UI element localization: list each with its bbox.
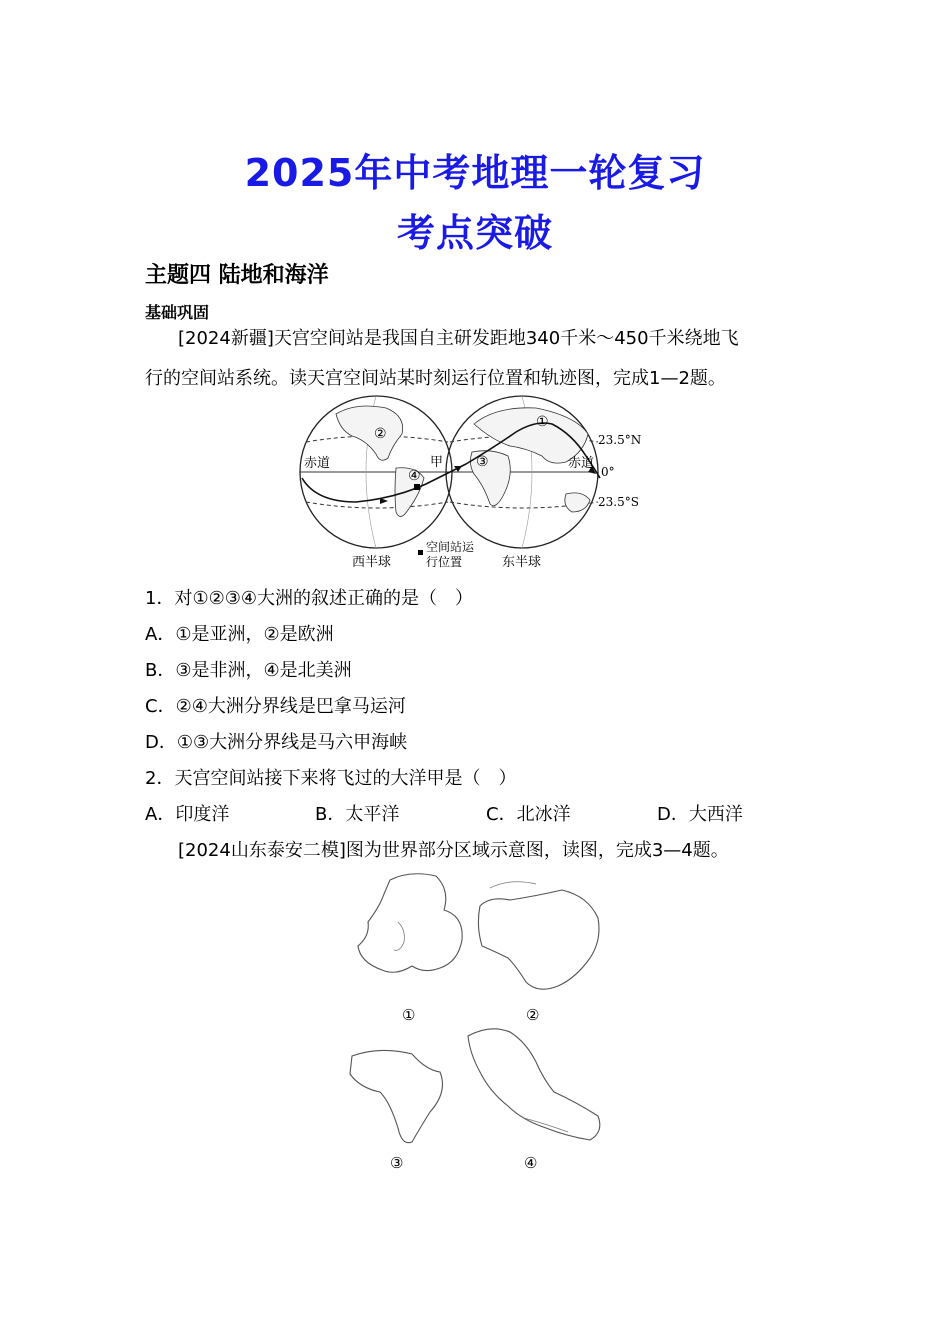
q1-option-a: A．①是亚洲，②是欧洲 xyxy=(145,624,334,645)
document-subtitle: 考点突破 xyxy=(396,211,553,255)
southeast-asia-outline xyxy=(468,1029,600,1140)
western-hemisphere-label: 西半球 xyxy=(352,555,392,570)
eastern-hemisphere-label: 东半球 xyxy=(502,555,542,570)
australia-shape xyxy=(565,493,590,512)
map2-label-1: ① xyxy=(402,1006,416,1024)
africa-outline xyxy=(350,1050,442,1142)
lat-zero-label: 0° xyxy=(601,465,615,479)
ocean-jia-label: 甲 xyxy=(430,455,444,470)
q2-option-b: B．太平洋 xyxy=(315,804,400,825)
q1-option-c: C．②④大洲分界线是巴拿马运河 xyxy=(145,696,406,717)
topic-heading: 主题四 陆地和海洋 xyxy=(145,263,329,288)
intro1-line1: [2024新疆]天宫空间站是我国自主研发距地340千米～450千米绕地飞 xyxy=(178,328,739,349)
document-title: 2025年中考地理一轮复习 xyxy=(244,151,706,195)
q2-option-c: C．北冰洋 xyxy=(486,804,571,825)
regional-outline-maps xyxy=(340,866,620,1176)
middle-east-outline xyxy=(478,890,599,989)
hemisphere-orbit-map xyxy=(296,394,646,574)
legend-line1: 空间站运 xyxy=(426,540,475,554)
equator-label-left: 赤道 xyxy=(304,456,331,471)
station-position-marker xyxy=(414,484,420,490)
label-3: ③ xyxy=(476,454,489,470)
lat-south-label: 23.5°S xyxy=(598,495,639,509)
lat-north-label: 23.5°N xyxy=(598,433,642,447)
label-2: ② xyxy=(374,426,387,442)
section-heading: 基础巩固 xyxy=(145,303,210,322)
q2-option-a: A．印度洋 xyxy=(145,804,230,825)
intro2: [2024山东泰安二模]图为世界部分区域示意图，读图，完成3—4题。 xyxy=(178,840,729,861)
label-1: ① xyxy=(536,414,549,430)
equator-label-right: 赤道 xyxy=(568,456,595,471)
map2-label-3: ③ xyxy=(390,1154,404,1172)
q1-option-d: D．①③大洲分界线是马六甲海峡 xyxy=(145,732,408,753)
label-4: ④ xyxy=(408,468,421,484)
q1-option-b: B．③是非洲，④是北美洲 xyxy=(145,660,352,681)
q2-options xyxy=(145,800,743,826)
q1-stem: 1．对①②③④大洲的叙述正确的是（ ） xyxy=(145,588,473,609)
north-america-shape xyxy=(336,406,403,460)
europe-outline xyxy=(358,874,462,973)
q2-stem: 2．天宫空间站接下来将飞过的大洋甲是（ ） xyxy=(145,768,517,789)
map2-label-4: ④ xyxy=(524,1154,538,1172)
legend-marker xyxy=(418,550,423,555)
map2-label-2: ② xyxy=(526,1006,540,1024)
legend-line2: 行位置 xyxy=(426,555,463,569)
intro1-line2: 行的空间站系统。读天宫空间站某时刻运行位置和轨迹图，完成1—2题。 xyxy=(145,368,726,389)
q2-option-d: D．大西洋 xyxy=(657,804,743,825)
